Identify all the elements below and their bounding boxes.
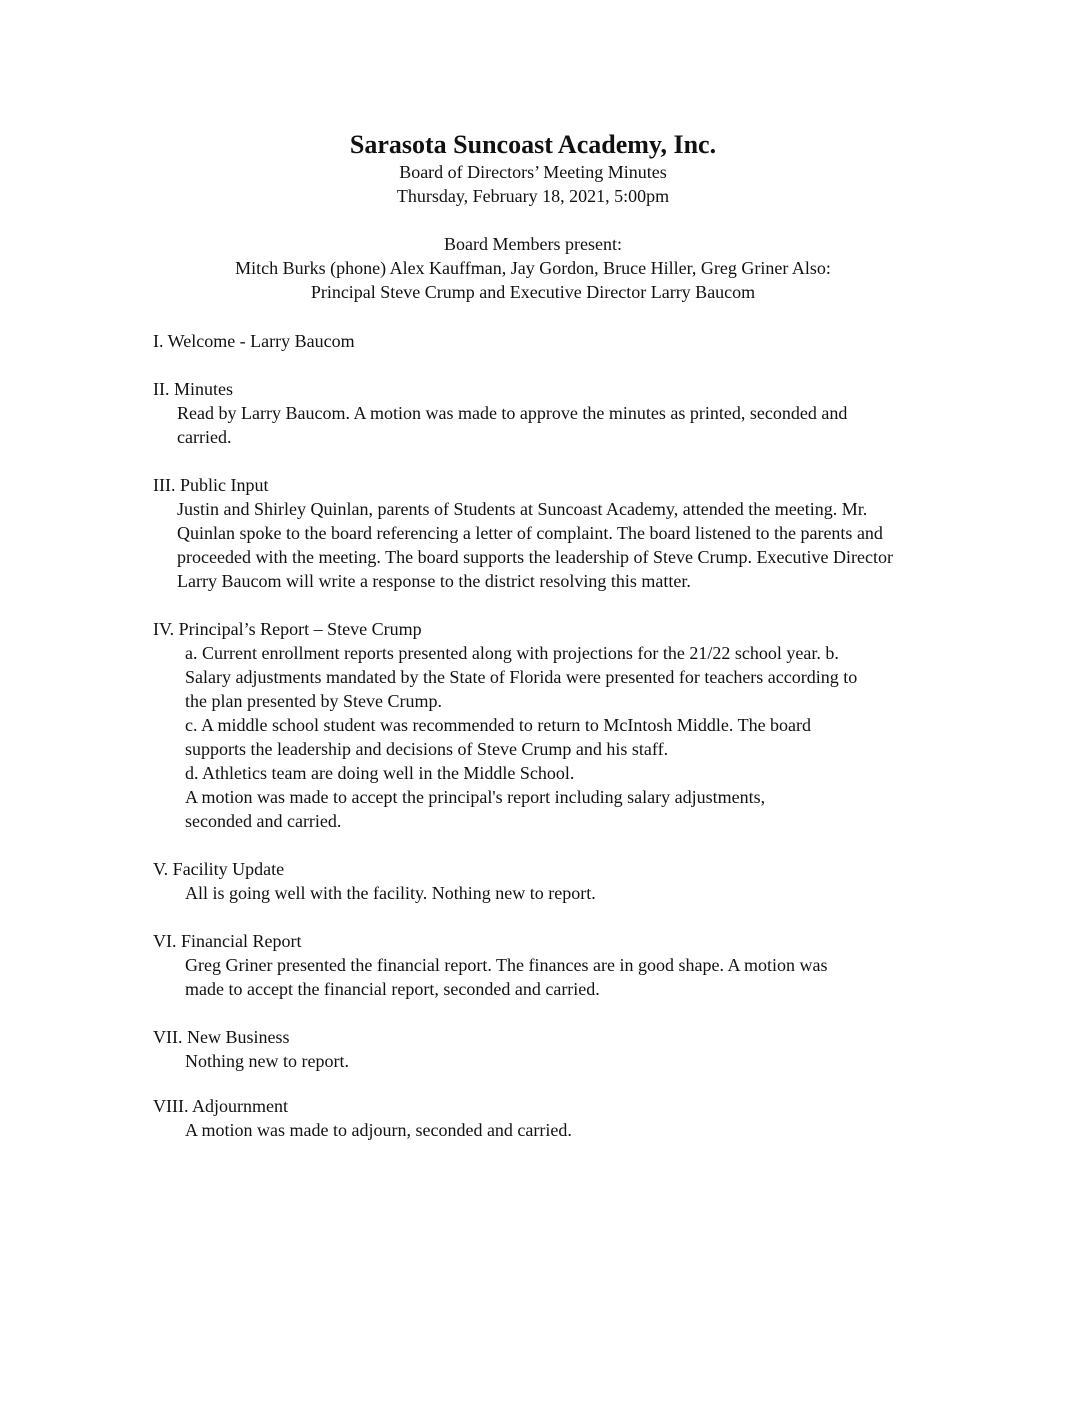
section-heading: VI. Financial Report <box>153 931 302 951</box>
body-line: Nothing new to report. <box>185 1051 349 1071</box>
section-heading: III. Public Input <box>153 475 269 495</box>
section-body <box>153 641 973 833</box>
attendance-members: Mitch Burks (phone) Alex Kauffman, Jay Gordon, Bruce Hiller, Greg Griner Also: <box>235 258 831 278</box>
section-facility-update <box>153 857 973 905</box>
meeting-date: Thursday, February 18, 2021, 5:00pm <box>396 186 670 206</box>
section-body <box>153 401 973 449</box>
section-heading: I. Welcome - Larry Baucom <box>153 331 355 351</box>
body-line: All is going well with the facility. Nothing new to report. <box>185 883 596 903</box>
body-line: Larry Baucom will write a response to the district resolving this matter. <box>177 571 691 591</box>
body-line: Greg Griner presented the financial report. The finances are in good shape. A motion was <box>185 955 828 975</box>
body-line: c. A middle school student was recommended to return to McIntosh Middle. The board <box>185 715 812 735</box>
document-subtitle: Board of Directors’ Meeting Minutes <box>399 162 667 182</box>
section-financial-report <box>153 929 973 1001</box>
section-heading: VIII. Adjournment <box>153 1096 288 1116</box>
section-heading: II. Minutes <box>153 379 233 399</box>
document-title: Sarasota Suncoast Academy, Inc. <box>349 130 717 159</box>
body-line: Quinlan spoke to the board referencing a letter of complaint. The board listened to the parents and <box>177 523 883 543</box>
section-public-input <box>153 473 973 593</box>
section-principals-report <box>153 617 973 833</box>
section-new-business <box>153 1025 973 1073</box>
body-line: supports the leadership and decisions of Steve Crump and his staff. <box>185 739 669 759</box>
body-line: a. Current enrollment reports presented along with projections for the 21/22 school year. b. <box>185 643 839 663</box>
body-line: d. Athletics team are doing well in the Middle School. <box>185 763 575 783</box>
section-body <box>153 953 973 1001</box>
section-minutes <box>153 377 973 449</box>
body-line: Read by Larry Baucom. A motion was made to approve the minutes as printed, seconded and <box>177 403 848 423</box>
section-heading: VII. New Business <box>153 1027 290 1047</box>
section-body <box>153 881 973 905</box>
section-heading: V. Facility Update <box>153 859 285 879</box>
body-line: Salary adjustments mandated by the State of Florida were presented for teachers according to <box>185 667 858 687</box>
body-line: made to accept the financial report, seconded and carried. <box>185 979 600 999</box>
body-line: carried. <box>177 427 232 447</box>
section-body <box>153 1118 973 1142</box>
body-line: A motion was made to adjourn, seconded and carried. <box>185 1120 572 1140</box>
section-heading: IV. Principal’s Report – Steve Crump <box>153 619 422 639</box>
body-line: proceeded with the meeting. The board supports the leadership of Steve Crump. Executive Director <box>177 547 893 567</box>
attendance-also: Principal Steve Crump and Executive Director Larry Baucom <box>310 282 756 302</box>
attendance-label: Board Members present: <box>444 234 622 254</box>
body-line: seconded and carried. <box>185 811 342 831</box>
section-body <box>153 497 973 593</box>
section-adjournment <box>153 1094 973 1142</box>
body-line: A motion was made to accept the principal's report including salary adjustments, <box>185 787 766 807</box>
body-line: Justin and Shirley Quinlan, parents of Students at Suncoast Academy, attended the meeting. Mr. <box>177 499 868 519</box>
section-body <box>153 1049 973 1073</box>
body-line: the plan presented by Steve Crump. <box>185 691 442 711</box>
section-welcome <box>153 329 973 353</box>
